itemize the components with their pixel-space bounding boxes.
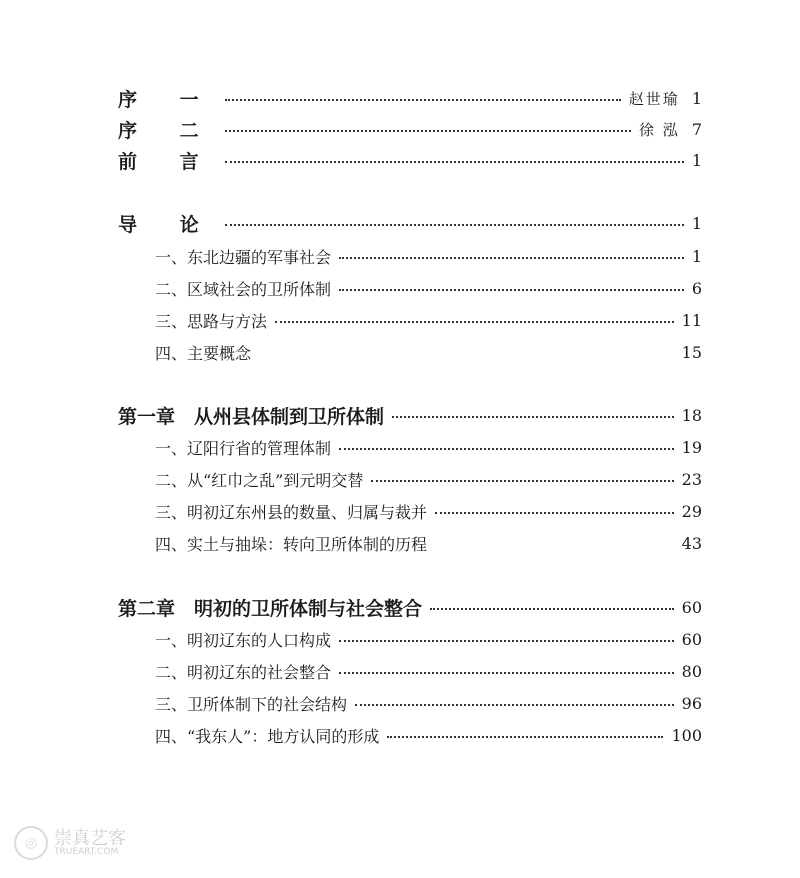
toc-subentry-page: 43 (681, 533, 702, 553)
toc-entry-title: 导 论 (118, 213, 217, 236)
toc-subentry-page: 11 (681, 310, 702, 330)
leader-dots (225, 161, 684, 163)
toc-entry-page: 7 (691, 119, 702, 139)
toc-subentry[interactable] (155, 241, 702, 271)
toc-subentry[interactable] (155, 464, 702, 494)
toc-entry-preface-2[interactable] (118, 114, 702, 144)
toc-subentry-title: 一、辽阳行省的管理体制 (155, 438, 332, 458)
toc-subentry[interactable] (155, 720, 702, 750)
toc-subentry-title: 三、思路与方法 (155, 311, 268, 331)
toc-entry-page: 1 (691, 150, 702, 170)
leader-dots (339, 448, 674, 450)
toc-subentry-page: 19 (681, 437, 702, 457)
toc-subentry[interactable] (155, 432, 702, 462)
toc-subentry[interactable] (155, 496, 702, 526)
toc-subentry-title: 四、主要概念 (155, 343, 252, 363)
watermark-text-cn: 崇真艺客 (54, 827, 126, 849)
toc-entry-page: 1 (691, 88, 702, 108)
toc-subentry-page: 80 (681, 661, 702, 681)
toc-subentry-title: 二、明初辽东的社会整合 (155, 662, 332, 682)
leader-dots (225, 99, 621, 101)
toc-subentry-title: 三、明初辽东州县的数量、归属与裁并 (155, 502, 428, 522)
toc-subentry[interactable] (155, 305, 702, 335)
toc-subentry[interactable] (155, 656, 702, 686)
toc-entry-title: 序 一 (118, 88, 217, 111)
toc-subentry-title: 四、实土与抽垛：转向卫所体制的历程 (155, 534, 428, 554)
toc-entry-page: 1 (691, 213, 702, 233)
watermark-text-en: TRUEART.COM (54, 846, 119, 857)
toc-entry-title: 第一章 从州县体制到卫所体制 (118, 405, 385, 428)
leader-dots (371, 480, 673, 482)
toc-subentry-page: 96 (681, 693, 702, 713)
toc-subentry-title: 三、卫所体制下的社会结构 (155, 694, 348, 714)
leader-dots (355, 704, 674, 706)
toc-subentry-page: 100 (671, 725, 702, 745)
toc-subentry-title: 一、明初辽东的人口构成 (155, 630, 332, 650)
toc-subentry[interactable] (155, 273, 702, 303)
toc-subentry[interactable] (155, 688, 702, 718)
toc-entry-chapter-2[interactable] (118, 592, 702, 622)
leader-dots (339, 672, 674, 674)
toc-subentry-page: 23 (681, 469, 702, 489)
toc-subentry-page: 6 (691, 278, 702, 298)
toc-entry-author: 赵世瑜 (628, 89, 680, 108)
toc-entry-preface-1[interactable] (118, 83, 702, 113)
toc-entry-foreword[interactable] (118, 145, 702, 175)
toc-subentry-page: 60 (681, 629, 702, 649)
leader-dots (435, 512, 674, 514)
leader-dots (339, 289, 684, 291)
leader-dots (225, 130, 631, 132)
toc-subentry-title: 二、区域社会的卫所体制 (155, 279, 332, 299)
toc-entry-page: 18 (681, 405, 702, 425)
leader-dots (225, 224, 684, 226)
watermark-logo-icon: ◎ (14, 826, 48, 860)
toc-subentry-page: 1 (691, 246, 702, 266)
toc-subentry-page: 29 (681, 501, 702, 521)
leader-dots (392, 416, 674, 418)
leader-dots (275, 321, 674, 323)
toc-subentry-page: 15 (681, 342, 702, 362)
watermark (14, 826, 126, 860)
leader-dots (339, 640, 674, 642)
toc-subentry-title: 二、从“红巾之乱”到元明交替 (155, 470, 364, 490)
toc-subentry[interactable] (155, 337, 702, 367)
toc-subentry[interactable] (155, 624, 702, 654)
leader-dots (387, 736, 663, 738)
toc-subentry[interactable] (155, 528, 702, 558)
leader-dots (430, 608, 674, 610)
toc-entry-title: 序 二 (118, 119, 217, 142)
toc-entry-title: 前 言 (118, 150, 217, 173)
toc-subentry-title: 四、“我东人”：地方认同的形成 (155, 726, 380, 746)
toc-entry-author: 徐 泓 (639, 120, 680, 139)
toc-subentry-title: 一、东北边疆的军事社会 (155, 247, 332, 267)
toc-entry-introduction[interactable] (118, 208, 702, 238)
leader-dots (339, 257, 684, 259)
toc-entry-chapter-1[interactable] (118, 400, 702, 430)
toc-entry-title: 第二章 明初的卫所体制与社会整合 (118, 597, 423, 620)
toc-entry-page: 60 (681, 597, 702, 617)
